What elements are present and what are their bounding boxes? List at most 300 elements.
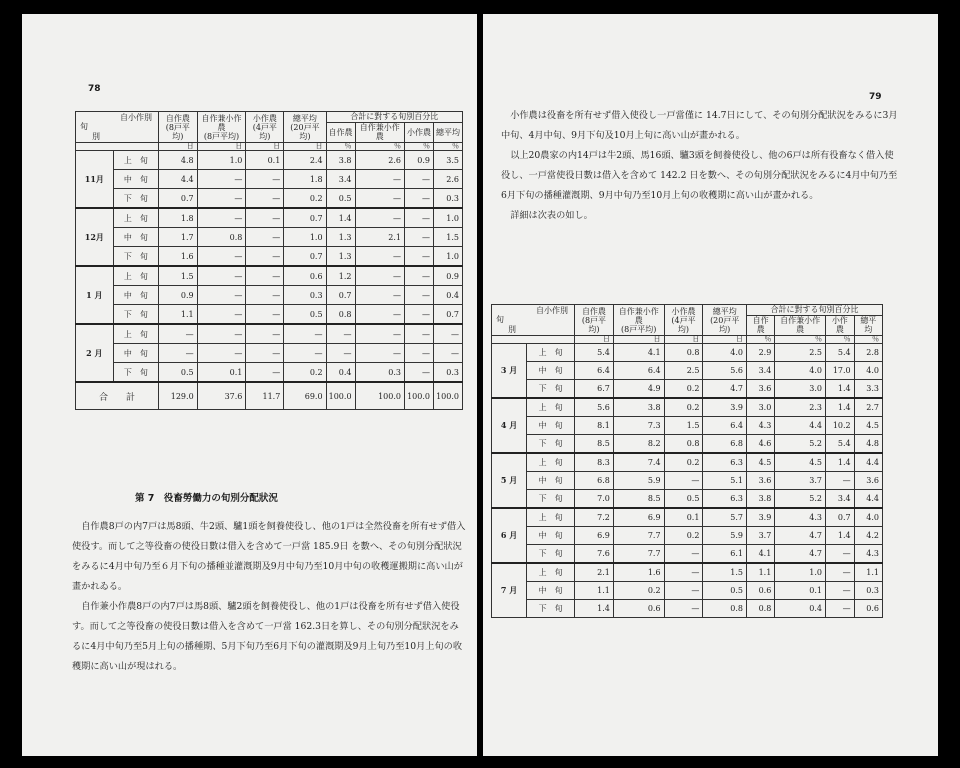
period-cell: 上 旬: [527, 453, 575, 472]
period-cell: 下 旬: [527, 545, 575, 564]
value-cell: 4.9: [613, 380, 664, 399]
column-sub: (8戸平均): [165, 122, 190, 141]
unit-cell: 日: [197, 143, 246, 151]
value-cell: 1.6: [159, 247, 198, 267]
value-cell: 4.1: [613, 344, 664, 362]
value-cell: —: [284, 344, 326, 363]
value-cell: 6.9: [575, 527, 614, 545]
column-label: 小作農: [671, 306, 696, 316]
value-cell: 0.7: [284, 247, 326, 267]
value-cell: 0.1: [246, 151, 284, 170]
value-cell: 0.8: [703, 600, 747, 618]
value-cell: 1.0: [775, 563, 826, 582]
column-header: [613, 305, 664, 336]
table-row: [76, 151, 463, 170]
left-data-table: [75, 111, 463, 410]
value-cell: 8.2: [613, 435, 664, 454]
value-cell: 7.2: [575, 508, 614, 527]
percent-column-header: 自作兼小作農: [355, 122, 404, 142]
unit-cell: ％: [405, 143, 434, 151]
column-label: 自作農: [581, 306, 606, 316]
paragraph: 詳細は次表の如し。: [510, 210, 593, 221]
column-sub: (4戸平均): [671, 315, 696, 334]
column-sub: (4戸平均): [252, 122, 277, 141]
value-cell: 7.4: [613, 453, 664, 472]
column-header: [284, 112, 326, 143]
value-cell: —: [246, 208, 284, 228]
unit-cell: 日: [284, 143, 326, 151]
value-cell: 1.4: [826, 453, 855, 472]
value-cell: 6.4: [575, 362, 614, 380]
value-cell: 3.0: [747, 398, 775, 417]
value-cell: 6.3: [703, 490, 747, 509]
value-cell: —: [355, 324, 404, 344]
percent-header: 合計に對する旬別百分比: [747, 305, 883, 316]
value-cell: 8.5: [613, 490, 664, 509]
column-header: [197, 112, 246, 143]
value-cell: 6.3: [703, 453, 747, 472]
value-cell: 0.9: [405, 151, 434, 170]
value-cell: 0.5: [159, 363, 198, 383]
value-cell: 5.1: [703, 472, 747, 490]
value-cell: 0.2: [664, 453, 703, 472]
table-row: [76, 305, 463, 325]
value-cell: 7.6: [575, 545, 614, 564]
table-row: [76, 170, 463, 189]
column-label: 小作農: [252, 113, 277, 123]
value-cell: 0.7: [159, 189, 198, 209]
value-cell: 0.8: [326, 305, 355, 325]
table-row: [492, 508, 883, 527]
value-cell: —: [197, 324, 246, 344]
value-cell: 0.5: [664, 490, 703, 509]
period-cell: 中 旬: [113, 344, 158, 363]
value-cell: 3.9: [747, 508, 775, 527]
value-cell: 0.6: [613, 600, 664, 618]
unit-spacer: [76, 143, 159, 151]
value-cell: 4.0: [775, 362, 826, 380]
total-value-cell: 37.6: [197, 382, 246, 410]
value-cell: 4.0: [854, 362, 882, 380]
corner-label-mid: 旬: [80, 122, 88, 131]
value-cell: 0.5: [326, 189, 355, 209]
value-cell: —: [326, 344, 355, 363]
value-cell: 6.8: [575, 472, 614, 490]
value-cell: —: [197, 286, 246, 305]
table-row: [76, 324, 463, 344]
value-cell: 0.6: [747, 582, 775, 600]
period-cell: 下 旬: [113, 247, 158, 267]
value-cell: 4.5: [747, 453, 775, 472]
value-cell: 5.4: [826, 435, 855, 454]
value-cell: —: [405, 344, 434, 363]
column-label: 總平均: [292, 113, 317, 123]
unit-cell: ％: [826, 336, 855, 344]
value-cell: —: [405, 228, 434, 247]
value-cell: 2.3: [775, 398, 826, 417]
value-cell: —: [246, 228, 284, 247]
value-cell: 4.0: [703, 344, 747, 362]
value-cell: 0.4: [775, 600, 826, 618]
total-value-cell: 11.7: [246, 382, 284, 410]
value-cell: 0.2: [613, 582, 664, 600]
value-cell: —: [246, 305, 284, 325]
month-cell: 1 月: [76, 266, 114, 324]
value-cell: 0.8: [747, 600, 775, 618]
table-row: [76, 363, 463, 383]
paragraph: 自作農8戸の内7戸は馬8頭、牛2頭、驢1頭を飼養使役し、他の1戸は全然役畜を所有せず借入使役す。而して之等役畜の使役日數は借入を含めて一戸當 185.9日 を數へ、その旬別分配狀況をみるに4月中旬乃至６月下旬の播種並灌漑期及9月中旬乃至10月中旬の收穫運搬期に高い山が畫かれゐる。: [72, 521, 466, 592]
period-cell: 下 旬: [113, 189, 158, 209]
value-cell: 2.6: [355, 151, 404, 170]
month-cell: 5 月: [492, 453, 527, 508]
left-body-text: [72, 517, 467, 677]
value-cell: 17.0: [826, 362, 855, 380]
value-cell: —: [664, 472, 703, 490]
value-cell: 8.5: [575, 435, 614, 454]
value-cell: 1.4: [575, 600, 614, 618]
value-cell: 6.8: [703, 435, 747, 454]
percent-column-header: 總平均: [854, 315, 882, 335]
period-cell: 中 旬: [527, 527, 575, 545]
corner-label-bottom: 別: [508, 325, 516, 334]
table-row: [492, 582, 883, 600]
value-cell: —: [405, 247, 434, 267]
value-cell: 0.6: [854, 600, 882, 618]
period-cell: 上 旬: [113, 208, 158, 228]
total-value-cell: 100.0: [433, 382, 462, 410]
value-cell: 3.9: [703, 398, 747, 417]
value-cell: 0.7: [433, 305, 462, 325]
value-cell: —: [197, 208, 246, 228]
table-row: [492, 344, 883, 362]
value-cell: 4.6: [747, 435, 775, 454]
month-cell: 11月: [76, 151, 114, 209]
period-cell: 上 旬: [527, 344, 575, 362]
value-cell: 3.7: [747, 527, 775, 545]
column-header: [246, 112, 284, 143]
value-cell: —: [405, 286, 434, 305]
value-cell: 5.9: [613, 472, 664, 490]
value-cell: 4.0: [854, 508, 882, 527]
value-cell: 1.7: [159, 228, 198, 247]
period-cell: 下 旬: [113, 363, 158, 383]
value-cell: 3.6: [747, 380, 775, 399]
period-cell: 中 旬: [113, 228, 158, 247]
value-cell: 4.7: [775, 545, 826, 564]
value-cell: 0.2: [284, 363, 326, 383]
value-cell: 4.4: [159, 170, 198, 189]
right-body-text: [501, 106, 901, 226]
unit-cell: ％: [355, 143, 404, 151]
table-row: [76, 228, 463, 247]
value-cell: 3.4: [747, 362, 775, 380]
value-cell: 0.9: [159, 286, 198, 305]
value-cell: 0.5: [284, 305, 326, 325]
total-value-cell: 100.0: [355, 382, 404, 410]
value-cell: 5.6: [703, 362, 747, 380]
value-cell: 4.4: [854, 490, 882, 509]
value-cell: —: [246, 266, 284, 286]
period-cell: 上 旬: [527, 563, 575, 582]
month-cell: 2 月: [76, 324, 114, 382]
value-cell: 3.8: [326, 151, 355, 170]
unit-cell: 日: [246, 143, 284, 151]
value-cell: 2.5: [775, 344, 826, 362]
value-cell: —: [826, 545, 855, 564]
value-cell: —: [826, 472, 855, 490]
value-cell: 2.5: [664, 362, 703, 380]
value-cell: —: [433, 324, 462, 344]
unit-cell: ％: [433, 143, 462, 151]
column-sub: (8戸平均): [581, 315, 607, 334]
value-cell: 0.1: [664, 508, 703, 527]
column-header: [703, 305, 747, 336]
period-cell: 上 旬: [527, 508, 575, 527]
unit-cell: 日: [575, 336, 614, 344]
value-cell: 4.5: [854, 417, 882, 435]
percent-column-header: 小作農: [826, 315, 855, 335]
value-cell: —: [197, 189, 246, 209]
value-cell: —: [405, 324, 434, 344]
value-cell: 1.8: [284, 170, 326, 189]
total-label: 合 計: [76, 382, 159, 410]
value-cell: 3.6: [747, 472, 775, 490]
value-cell: 4.7: [775, 527, 826, 545]
month-cell: 7 月: [492, 563, 527, 618]
value-cell: —: [355, 189, 404, 209]
value-cell: 0.3: [355, 363, 404, 383]
value-cell: —: [405, 305, 434, 325]
value-cell: 1.3: [326, 228, 355, 247]
table-row: [76, 189, 463, 209]
value-cell: —: [197, 305, 246, 325]
table-row: [76, 247, 463, 267]
value-cell: —: [246, 344, 284, 363]
table-row: [492, 472, 883, 490]
value-cell: 5.7: [703, 508, 747, 527]
percent-column-header: 小作農: [405, 122, 434, 142]
value-cell: 4.2: [854, 527, 882, 545]
value-cell: 7.7: [613, 545, 664, 564]
value-cell: 10.2: [826, 417, 855, 435]
value-cell: 2.6: [433, 170, 462, 189]
value-cell: 0.6: [284, 266, 326, 286]
value-cell: 2.1: [355, 228, 404, 247]
value-cell: —: [355, 266, 404, 286]
unit-cell: ％: [747, 336, 775, 344]
period-cell: 上 旬: [113, 324, 158, 344]
value-cell: 0.2: [664, 398, 703, 417]
value-cell: 4.8: [854, 435, 882, 454]
value-cell: —: [664, 545, 703, 564]
value-cell: 0.4: [326, 363, 355, 383]
period-cell: 下 旬: [527, 600, 575, 618]
corner-header-cell: [76, 112, 159, 143]
period-cell: 中 旬: [527, 362, 575, 380]
percent-column-header: 自作兼小作農: [775, 315, 826, 335]
value-cell: 0.3: [284, 286, 326, 305]
value-cell: 0.3: [433, 189, 462, 209]
value-cell: 1.4: [826, 380, 855, 399]
value-cell: —: [159, 324, 198, 344]
value-cell: 4.5: [775, 453, 826, 472]
value-cell: —: [246, 363, 284, 383]
corner-label-mid: 旬: [496, 315, 504, 324]
value-cell: 4.3: [747, 417, 775, 435]
period-cell: 上 旬: [527, 398, 575, 417]
value-cell: 1.0: [284, 228, 326, 247]
value-cell: —: [355, 286, 404, 305]
value-cell: —: [197, 247, 246, 267]
unit-cell: ％: [326, 143, 355, 151]
value-cell: 6.4: [613, 362, 664, 380]
value-cell: 1.8: [159, 208, 198, 228]
value-cell: 2.8: [854, 344, 882, 362]
column-header: [664, 305, 703, 336]
value-cell: —: [405, 170, 434, 189]
value-cell: —: [246, 286, 284, 305]
value-cell: 1.0: [197, 151, 246, 170]
value-cell: 1.1: [159, 305, 198, 325]
corner-label-bottom: 別: [92, 132, 100, 141]
value-cell: 0.2: [664, 380, 703, 399]
period-cell: 中 旬: [527, 417, 575, 435]
value-cell: 0.3: [433, 363, 462, 383]
value-cell: 2.4: [284, 151, 326, 170]
value-cell: —: [405, 363, 434, 383]
value-cell: 0.8: [197, 228, 246, 247]
period-cell: 下 旬: [527, 380, 575, 399]
unit-cell: 日: [703, 336, 747, 344]
value-cell: 3.4: [326, 170, 355, 189]
value-cell: 1.3: [326, 247, 355, 267]
period-cell: 中 旬: [113, 170, 158, 189]
period-cell: 中 旬: [113, 286, 158, 305]
column-label: 自作兼小作農: [618, 306, 659, 325]
table-row: [76, 208, 463, 228]
value-cell: 3.4: [826, 490, 855, 509]
month-cell: 12月: [76, 208, 114, 266]
month-cell: 4 月: [492, 398, 527, 453]
value-cell: 0.7: [326, 286, 355, 305]
value-cell: —: [246, 247, 284, 267]
value-cell: 0.3: [854, 582, 882, 600]
left-page: [22, 14, 477, 756]
value-cell: —: [197, 266, 246, 286]
table-row: [492, 527, 883, 545]
table-row: [492, 380, 883, 399]
value-cell: 3.8: [613, 398, 664, 417]
value-cell: 0.1: [775, 582, 826, 600]
value-cell: 4.4: [854, 453, 882, 472]
value-cell: —: [355, 208, 404, 228]
period-cell: 上 旬: [113, 266, 158, 286]
column-label: 自作農: [165, 113, 190, 123]
corner-label-top: 自小作別: [536, 306, 568, 315]
total-value-cell: 100.0: [405, 382, 434, 410]
value-cell: 7.7: [613, 527, 664, 545]
unit-spacer: [492, 336, 575, 344]
value-cell: 0.1: [197, 363, 246, 383]
value-cell: 5.6: [575, 398, 614, 417]
value-cell: 1.5: [664, 417, 703, 435]
table-row: [76, 344, 463, 363]
column-label: 自作兼小作農: [201, 113, 242, 132]
unit-cell: 日: [664, 336, 703, 344]
value-cell: 7.3: [613, 417, 664, 435]
unit-cell: 日: [159, 143, 198, 151]
value-cell: —: [664, 600, 703, 618]
value-cell: 1.5: [703, 563, 747, 582]
value-cell: —: [246, 189, 284, 209]
value-cell: —: [197, 170, 246, 189]
value-cell: 1.0: [433, 208, 462, 228]
value-cell: 1.6: [613, 563, 664, 582]
corner-header-cell: [492, 305, 575, 336]
value-cell: 2.9: [747, 344, 775, 362]
value-cell: —: [826, 600, 855, 618]
right-page: [483, 14, 938, 756]
value-cell: —: [664, 582, 703, 600]
table-row: [492, 417, 883, 435]
value-cell: 0.9: [433, 266, 462, 286]
value-cell: 1.4: [326, 208, 355, 228]
period-cell: 中 旬: [527, 472, 575, 490]
section-title: 第 7 役畜勞働力の旬別分配狀況: [135, 493, 278, 504]
table-row: [492, 362, 883, 380]
value-cell: —: [826, 563, 855, 582]
value-cell: 1.5: [433, 228, 462, 247]
value-cell: 0.4: [433, 286, 462, 305]
value-cell: —: [326, 324, 355, 344]
value-cell: 8.3: [575, 453, 614, 472]
right-data-table: [491, 304, 883, 618]
column-header: [159, 112, 198, 143]
period-cell: 中 旬: [527, 582, 575, 600]
value-cell: 5.9: [703, 527, 747, 545]
total-value-cell: 69.0: [284, 382, 326, 410]
percent-column-header: 總平均: [433, 122, 462, 142]
value-cell: 1.4: [826, 398, 855, 417]
value-cell: 3.7: [775, 472, 826, 490]
value-cell: 1.1: [854, 563, 882, 582]
table-row: [492, 563, 883, 582]
period-cell: 下 旬: [527, 490, 575, 509]
table-row: [492, 545, 883, 564]
value-cell: 6.1: [703, 545, 747, 564]
value-cell: —: [405, 208, 434, 228]
value-cell: 1.0: [433, 247, 462, 267]
period-cell: 下 旬: [527, 435, 575, 454]
paragraph: 小作農は役畜を所有せず借入使役し一戸當僅に 14.7日にして、その旬別分配狀況をみるに3月中旬、4月中旬、9月下旬及10月上旬に高い山が畫かれる。: [501, 110, 898, 141]
value-cell: 6.7: [575, 380, 614, 399]
value-cell: 0.8: [664, 344, 703, 362]
value-cell: 4.8: [159, 151, 198, 170]
column-header: [575, 305, 614, 336]
value-cell: 0.7: [284, 208, 326, 228]
value-cell: 4.3: [775, 508, 826, 527]
page-number: 79: [869, 92, 882, 102]
percent-column-header: 自作農: [326, 122, 355, 142]
corner-label-top: 自小作別: [120, 113, 152, 122]
value-cell: 1.5: [159, 266, 198, 286]
table-row: [492, 398, 883, 417]
unit-cell: ％: [854, 336, 882, 344]
page-number: 78: [88, 84, 101, 94]
table-row: [492, 490, 883, 509]
value-cell: —: [664, 563, 703, 582]
table-row: [492, 453, 883, 472]
